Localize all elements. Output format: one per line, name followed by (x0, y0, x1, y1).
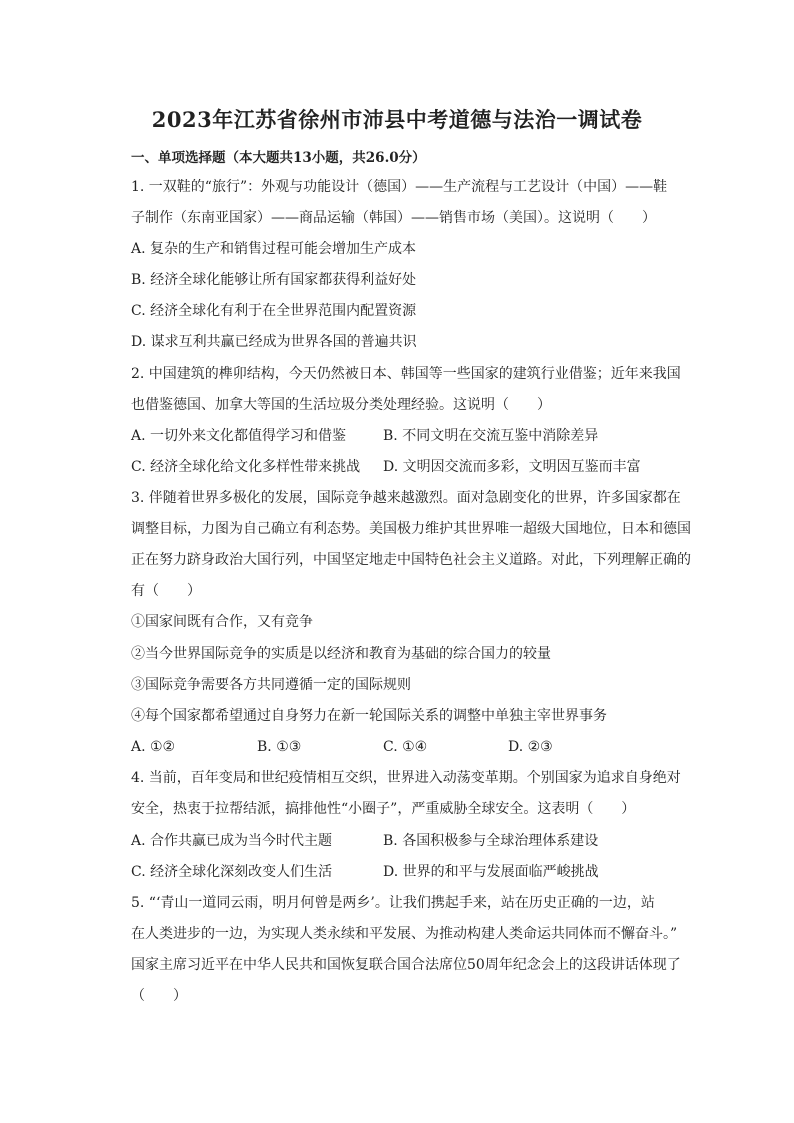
q3-item-4: ④每个国家都希望通过自身努力在新一轮国际关系的调整中单独主宰世界事务 (131, 708, 607, 724)
q5-stem-line-4: （ ） (131, 988, 187, 1004)
q5-stem-line-1: 5. “‘青山一道同云雨，明月何曾是两乡’。让我们携起手来，站在历史正确的一边，站 (131, 895, 655, 911)
q3-option-b: B. ①③ (257, 739, 302, 755)
q3-item-1: ①国家间既有合作，又有竞争 (131, 614, 313, 630)
q2-option-a: A. 一切外来文化都值得学习和借鉴 (131, 428, 347, 444)
q3-option-c: C. ①④ (383, 739, 428, 755)
q4-stem-line-1: 4. 当前，百年变局和世纪疫情相互交织，世界进入动荡变革期。个别国家为追求自身绝对 (131, 770, 681, 786)
q3-stem-line-4: 有（ ） (131, 583, 201, 599)
section-heading: 一、单项选择题（本大题共13小题，共26.0分） (131, 150, 426, 166)
q2-stem-line-1: 2. 中国建筑的榫卯结构，今天仍然被日本、韩国等一些国家的建筑行业借鉴；近年来我国 (131, 366, 681, 382)
q1-option-b: B. 经济全球化能够让所有国家都获得利益好处 (131, 272, 417, 288)
q4-stem-line-2: 安全，热衷于拉帮结派，搞排他性“小圈子”，严重威胁全球安全。这表明（ ） (131, 801, 636, 817)
q4-option-c: C. 经济全球化深刻改变人们生活 (131, 864, 333, 880)
q2-option-b: B. 不同文明在交流互鉴中消除差异 (383, 428, 599, 444)
q4-option-a: A. 合作共赢已成为当今时代主题 (131, 833, 333, 849)
q5-stem-line-3: 国家主席习近平在中华人民共和国恢复联合国合法席位50周年纪念会上的这段讲话体现了 (131, 957, 681, 973)
q5-stem-line-2: 在人类进步的一边，为实现人类永续和平发展、为推动构建人类命运共同体而不懈奋斗。” (131, 926, 678, 942)
q3-item-3: ③国际竞争需要各方共同遵循一定的国际规则 (131, 677, 411, 693)
q2-option-c: C. 经济全球化给文化多样性带来挑战 (131, 459, 361, 475)
q3-stem-line-1: 3. 伴随着世界多极化的发展，国际竞争越来越激烈。面对急剧变化的世界，许多国家都在 (131, 490, 681, 506)
q1-stem-line-1: 1. 一双鞋的“旅行”：外观与功能设计（德国）——生产流程与工艺设计（中国）——鞋 (131, 179, 668, 195)
exam-title: 2023年江苏省徐州市沛县中考道德与法治一调试卷 (151, 107, 643, 132)
q1-option-c: C. 经济全球化有利于在全世界范围内配置资源 (131, 303, 417, 319)
q3-item-2: ②当今世界国际竞争的实质是以经济和教育为基础的综合国力的较量 (131, 646, 551, 662)
q3-stem-line-3: 正在努力跻身政治大国行列，中国坚定地走中国特色社会主义道路。对此，下列理解正确的 (131, 552, 691, 568)
q4-option-b: B. 各国积极参与全球治理体系建设 (383, 833, 599, 849)
q3-stem-line-2: 调整目标，力图为自己确立有利态势。美国极力维护其世界唯一超级大国地位，日本和德国 (131, 521, 691, 537)
q1-stem-line-2: 子制作（东南亚国家）——商品运输（韩国）——销售市场（美国）。这说明（ ） (131, 210, 656, 226)
q1-option-d: D. 谋求互利共赢已经成为世界各国的普遍共识 (131, 334, 417, 350)
q3-option-a: A. ①② (131, 739, 176, 755)
q2-option-d: D. 文明因交流而多彩，文明因互鉴而丰富 (383, 459, 641, 475)
q2-stem-line-2: 也借鉴德国、加拿大等国的生活垃圾分类处理经验。这说明（ ） (131, 397, 551, 413)
q3-option-d: D. ②③ (508, 739, 553, 755)
q4-option-d: D. 世界的和平与发展面临严峻挑战 (383, 864, 599, 880)
q1-option-a: A. 复杂的生产和销售过程可能会增加生产成本 (131, 241, 417, 257)
